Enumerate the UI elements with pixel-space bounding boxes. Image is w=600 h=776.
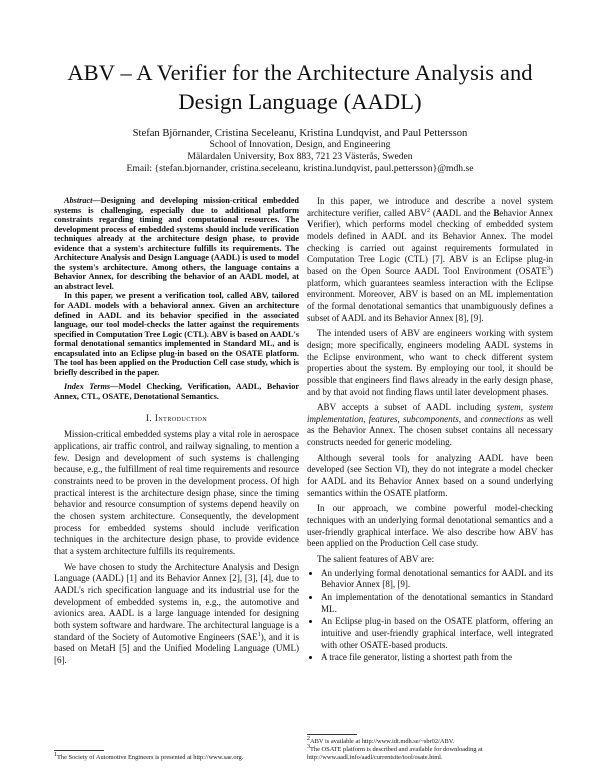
rp3-a: ABV accepts a subset of AADL including [317, 402, 497, 413]
section-number: I. [145, 413, 153, 424]
right-paragraph-6: The salient features of ABV are: [317, 554, 435, 565]
rp1-b: ( [429, 207, 436, 218]
rp3-sep-1: , [363, 413, 369, 424]
right-paragraph-1 [307, 196, 553, 324]
footnote-right-2-mark: 3 [307, 743, 310, 750]
left-column [54, 196, 299, 667]
abstract-paragraph-1 [54, 196, 299, 291]
author-list: Stefan Björnander, Cristina Seceleanu, Kristina Lundqvist, and Paul Pettersson [132, 128, 468, 139]
abstract-paragraph-2: In this paper, we present a verification tool, called ABV, tailored for AADL models with a behavioral annex. Given an architecture defined in AADL and its behavior specified in the associated language, our tool model-checks the latter against the requirements specified in Computation Tree Logic (CTL). ABV is based on AADL's formal denotational semantics implemented in Standard ML, and is encapsulated into an Eclipse plug-in based on the OSATE platform. The tool has been applied on the Production Cell case study, which is briefly described in the paper. [54, 291, 299, 377]
footnote-left-text: The Society of Automotive Engineers is presented at http://www.sae.org. [57, 754, 244, 761]
footnote-rule-left [54, 750, 104, 751]
section-title: Introduction [154, 413, 208, 424]
list-item: • A trace file generator, listing a shortest path from the [321, 652, 553, 664]
rp3-italic-4: connections [480, 413, 524, 424]
paper-title: ABV – A Verifier for the Architecture Analysis and Design Language (AADL) [67, 60, 533, 114]
rp3-italic-3: subcomponents [402, 413, 459, 424]
footnote-right-1-text: ABV is available at http://www.idt.mdh.se/~sbr02/ABV. [310, 738, 455, 745]
right-paragraph-2: The intended users of ABV are engineers working with system design; more specifically, engineers modeling AADL systems in the Eclipse environment, who want to check different system properties about the system. By employing our tool, it should be possible that engineers find flaws already in the early design phase, and by that avoid not finding flaws until later development phases. [307, 328, 553, 397]
footnote-right-1 [307, 735, 553, 746]
intro-paragraph-1: Mission-critical embedded systems play a vital role in aerospace applications, air traffic control, and railway signaling, to mention a few. Design and development of such systems is challenging because, e.g., the fulfillment of real time requirements and resource constraints need to be proven in the development process. Of high practical interest is the architecture design phase, since the timing behavior and resource consumption of systems depend heavily on the chosen system architecture. Consequently, the development process for embedded systems should include verification techniques in the architecture design phase, to provide evidence that a system architecture fulfills its requirements. [54, 429, 299, 557]
footnote-right-2 [307, 743, 553, 761]
right-column [307, 196, 553, 665]
rp3-sep-3: , and [458, 413, 481, 424]
footnote-rule-right [307, 734, 357, 735]
list-item: • An underlying formal denotational semantics for AADL and its Behavior Annex [8], [9]. [321, 568, 553, 591]
index-terms [54, 382, 299, 401]
footnote-marker-3: 3 [546, 265, 550, 272]
list-item: • An Eclipse plug-in based on the OSATE platform, offering an intuitive and user-friendly graphical interface, well integrated with other OSATE-based products. [321, 616, 553, 651]
footnote-marker-1: 1 [257, 631, 261, 638]
footnote-left [54, 751, 300, 762]
rp1-d: ehavior Annex [499, 207, 553, 218]
rp1-f: ) platform, which guarantees seamless interaction with the Eclipse environment. Moreover, ABV is based on an ML implementation of the formal denotational semantics that unambiguously defines a subset of AADL and its Behavior Annex [8], [9]. [307, 265, 553, 323]
right-paragraph-4: Although several tools for analyzing AADL have been developed (see Section VI), they do not integrate a model checker for AADL and its Behavior Annex based on a sound underlying semantics within the OSATE platform. [307, 452, 553, 498]
footnote-marker-2: 2 [426, 207, 430, 214]
rp3-italic-2: features [368, 413, 398, 424]
rp1-bold-b: B [493, 207, 500, 218]
rp1-a: In this paper, we introduce and describe a novel system architecture verifier, called ABV [307, 196, 553, 218]
footnote-right-1-mark: 2 [307, 735, 310, 742]
intro-paragraph-2-b: ), and it is based on MetaH [5] and the Unified Modeling Language (UML) [6]. [54, 631, 299, 665]
footnote-left-mark: 1 [54, 751, 57, 758]
index-terms-text: —Model Checking, Verification, AADL, Behavior Annex, CTL, OSATE, Denotational Semantics. [54, 382, 299, 401]
rp1-c: ADL and the [442, 207, 494, 218]
footnote-right-2-text: The OSATE platform is described and available for downloading at http://www.aadl.info/aadl/currentsite/tool/osate.html. [307, 746, 483, 761]
abstract-label: Abstract [64, 196, 93, 205]
index-terms-label: Index Terms [64, 382, 111, 392]
right-paragraph-3 [307, 402, 553, 449]
rp3-italic-1: system, system implementation [307, 402, 553, 424]
features-list [307, 568, 553, 664]
affiliation-email: Email: {stefan.bjornander, cristina.seceleanu, kristina.lundqvist, paul.pettersson}@mdh.se [126, 163, 474, 175]
rp1-e: erifier), which performs model checking of embedded system models defined in AADL and its Behavior Annex. The model checking is carried out against requirements formulated in Computation Tree Logic (CTL) [7]. ABV is an Eclipse plug-in based on the Open Source AADL Tool Environment (OSATE [307, 219, 553, 276]
rp3-b: as well as the Behavior Annex. The chosen subset contains all necessary constructs needed for generic modeling. [307, 413, 554, 448]
rp1-bold-v: V [307, 219, 314, 230]
rp1-bold-a: A [435, 207, 443, 218]
intro-paragraph-2-a: We have chosen to study the Architecture Analysis and Design Language (AADL) [1] and its Behavior Annex [2], [3], [4], due to AADL's rich specification language and its industrial use for the development of embedded systems in, e.g., the automotive and avionics area. AADL is a large language intended for designing both system software and hardware. The architectural language is a standard of the Society of Automotive Engineers (SAE [54, 561, 299, 642]
rp3-sep-2: , [397, 413, 403, 424]
abstract-text-1: —Designing and developing mission-critical embedded systems is challenging, especially due to additional platform constraints regarding timing and computational resources. The development process of embedded systems should include verification techniques already at the architecture design phase, to provide evidence that a system's architecture fulfills its requirements. The Architecture Analysis and Design Language (AADL) is used to model the system's architecture. Among others, the language contains a Behavior Annex, for describing the behavior of an AADL model, at an abstract level. [54, 196, 299, 291]
right-paragraph-5: In our approach, we combine powerful model-checking techniques with an underlying formal denotational semantics and a user-friendly graphical interface. We also describe how ABV has been applied on the Production Cell case study. [307, 503, 553, 549]
list-item: • An implementation of the denotational semantics in Standard ML. [321, 592, 553, 615]
section-heading-introduction [54, 413, 299, 423]
affiliation-university: Mälardalen University, Box 883, 721 23 Västerås, Sweden [187, 151, 413, 163]
affiliation-school: School of Innovation, Design, and Engineering [209, 139, 391, 150]
affiliation-block [40, 139, 560, 176]
intro-paragraph-2 [54, 562, 299, 667]
